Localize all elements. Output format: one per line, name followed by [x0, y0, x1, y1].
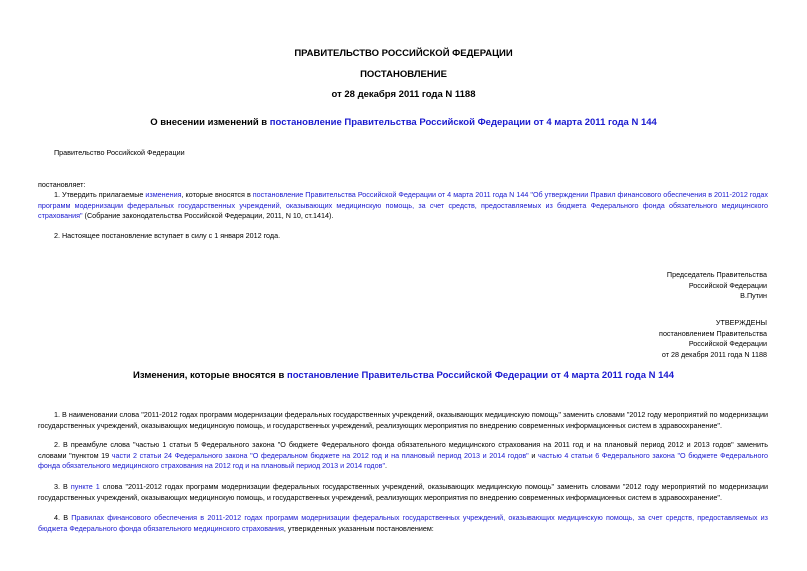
signature-block: [507, 270, 767, 302]
changes-link[interactable]: изменения: [145, 190, 182, 199]
changes-title: [0, 370, 807, 381]
p1-text-a: 1. Утвердить прилагаемые: [54, 190, 146, 199]
changes-decree-144-link[interactable]: постановление Правительства Российской Федерации от 4 марта 2011 года N 144: [286, 370, 674, 381]
approval-line-4: от 28 декабря 2011 года N 1188: [661, 349, 767, 359]
government-title: ПРАВИТЕЛЬСТВО РОССИЙСКОЙ ФЕДЕРАЦИИ: [294, 48, 513, 59]
i2-text-c: .: [385, 461, 387, 470]
approval-block: [507, 318, 767, 360]
approval-line-2: постановлением Правительства: [659, 328, 767, 338]
i4-text-b: , утвержденных указанным постановлением:: [283, 523, 434, 533]
i2-text-b: и: [528, 450, 538, 460]
p1-text-c: (Собрание законодательства Российской Федерации, 2011, N 10, ст.1414).: [82, 211, 334, 220]
change-item-1: 1. В наименовании слова "2011-2012 годах программ модернизации федеральных государственных учреждений, оказывающих медицинскую помощь" заменить словами "2012 году мероприятий по модернизации государственных учреждений, оказывающих медицинскую помощь, и государственных учреждений, реализующих мероприятия по внедрению современных информационных систем в здравоохранение".: [38, 410, 768, 430]
paragraph-2: 2. Настоящее постановление вступает в силу с 1 января 2012 года.: [54, 231, 281, 240]
decree-144-full-link[interactable]: постановление Правительства Российской Федерации от 4 марта 2011 года N 144 "Об утверждении Правил финансового обеспечения в 2011-2012 годах программ модернизации федеральных государственных учреждений, оказывающих медицинскую помощь, за счет средств, предоставляемых из бюджета Федерального фонда обязательного медицинского страхования": [38, 190, 768, 220]
document-title: [0, 117, 807, 128]
federal-budget-law-link[interactable]: части 2 статьи 24 Федерального закона "О федеральном бюджете на 2012 год и на плановый период 2013 и 2014 годов": [111, 450, 529, 460]
i3-text-a: 3. В: [54, 482, 71, 491]
signature-name: В.Путин: [740, 291, 767, 300]
financing-rules-link[interactable]: Правилах финансового обеспечения в 2011-2012 годах программ модернизации федеральных государственных учреждений, оказывающих медицинскую помощь, за счет средств, предоставляемых из бюджета Федерального фонда обязательного медицинского страхования: [38, 513, 768, 533]
change-item-2: [38, 440, 768, 472]
change-item-4: [38, 513, 768, 534]
i2-text-a: 2. В преамбуле слова "частью 1 статьи 5 Федерального закона "О бюджете Федерального фонда обязательного медицинского страхования на 2011 год и на плановый период 2012 и 2013 годов" заменить словами "пунктом 19: [38, 440, 768, 460]
change-item-3: [38, 482, 768, 503]
changes-title-prefix: Изменения, которые вносятся в: [133, 370, 287, 381]
ffoms-budget-law-link[interactable]: частью 4 статьи 6 Федерального закона "О бюджете Федерального фонда обязательного медицинского страхования на 2012 год и на плановый период 2013 и 2014 годов": [38, 450, 768, 470]
approval-heading: УТВЕРЖДЕНЫ: [715, 318, 767, 327]
decrees-word: постановляет:: [38, 180, 86, 189]
title-prefix: О внесении изменений в: [150, 117, 270, 128]
i4-text-a: 4. В: [54, 513, 72, 522]
approval-line-3: Российской Федерации: [688, 339, 767, 348]
document-date-number: от 28 декабря 2011 года N 1188: [331, 89, 476, 100]
signature-position: Председатель Правительства: [666, 270, 767, 279]
i3-text-b: слова "2011-2012 годах программ модернизации федеральных государственных учреждений, оказывающих медицинскую помощь" заменить словами "2012 году мероприятий по модернизации государственных учреждений, оказывающих медицинскую помощь, и государственных учреждений, реализующих мероприятия по внедрению современных информационных систем в здравоохранение".: [38, 482, 768, 502]
signature-country: Российской Федерации: [688, 280, 767, 290]
document-type: ПОСТАНОВЛЕНИЕ: [360, 69, 447, 80]
clause-1-link[interactable]: пункте 1: [70, 482, 100, 491]
p1-text-b: , которые вносятся в: [181, 190, 253, 199]
paragraph-1: [38, 190, 768, 222]
issuer: Правительство Российской Федерации: [54, 148, 185, 157]
decree-144-link[interactable]: постановление Правительства Российской Федерации от 4 марта 2011 года N 144: [269, 117, 657, 128]
